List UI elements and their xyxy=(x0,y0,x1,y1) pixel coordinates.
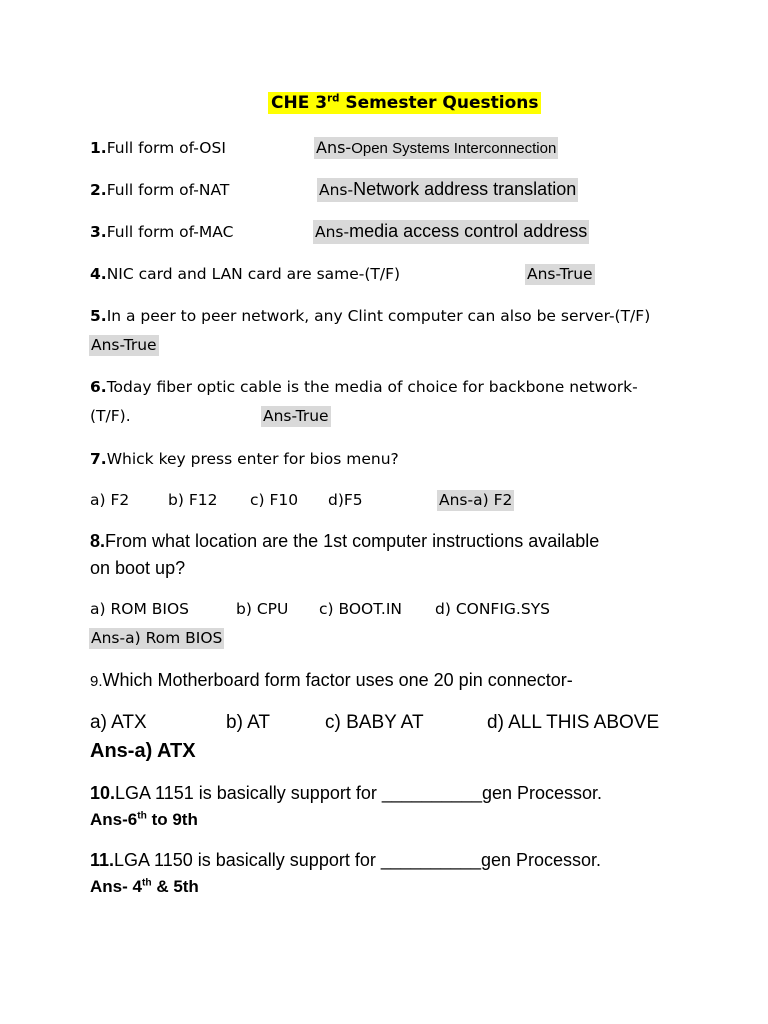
q9-option-d: d) ALL THIS ABOVE xyxy=(487,712,660,733)
q5-number: 5. xyxy=(90,307,107,325)
question-9 xyxy=(90,670,573,692)
q8-option-d: d) CONFIG.SYS xyxy=(435,600,551,618)
a11-part2: & 5th xyxy=(151,877,199,896)
a3-prefix: Ans- xyxy=(315,223,350,241)
q4-number: 4. xyxy=(90,265,107,283)
answer-1 xyxy=(314,137,558,159)
question-7 xyxy=(90,450,399,469)
a10-part1: Ans-6 xyxy=(90,810,138,829)
a1-text: Open Systems Interconnection xyxy=(351,140,557,157)
q11-text: LGA 1150 is basically support for __________gen Processor. xyxy=(114,850,602,870)
question-8 xyxy=(90,531,599,553)
answer-4: Ans-True xyxy=(527,265,593,283)
a10-part2: to 9th xyxy=(146,810,198,829)
question-8-line2: on boot up? xyxy=(90,558,186,578)
question-3 xyxy=(90,223,233,242)
q3-number: 3. xyxy=(90,223,107,241)
q9-option-c: c) BABY AT xyxy=(325,712,424,733)
q1-text: Full form of-OSI xyxy=(106,139,226,157)
question-10 xyxy=(90,783,602,805)
q4-text: NIC card and LAN card are same-(T/F) xyxy=(106,265,401,283)
q7-text: Whick key press enter for bios menu? xyxy=(106,450,399,468)
q9-text: Which Motherboard form factor uses one 20 pin connector- xyxy=(102,670,573,690)
q8-option-c: c) BOOT.IN xyxy=(319,600,402,618)
title-sup: rd xyxy=(327,93,340,105)
title-highlight xyxy=(268,92,541,114)
q7-option-d: d)F5 xyxy=(328,491,363,509)
title-main: CHE 3 xyxy=(271,93,328,113)
q9-number: 9. xyxy=(90,673,103,690)
q5-text: In a peer to peer network, any Clint computer can also be server-(T/F) xyxy=(106,307,651,325)
q2-text: Full form of-NAT xyxy=(106,181,230,199)
a10-sup: th xyxy=(137,810,147,822)
q9-option-b: b) AT xyxy=(226,712,270,733)
answer-11 xyxy=(90,877,199,897)
q7-option-a: a) F2 xyxy=(90,491,130,509)
question-6 xyxy=(90,378,638,397)
answer-7: Ans-a) F2 xyxy=(439,491,513,509)
question-4 xyxy=(90,265,400,284)
answer-9: Ans-a) ATX xyxy=(90,740,196,762)
question-5 xyxy=(90,307,650,326)
q9-option-a: a) ATX xyxy=(90,712,147,733)
q8-option-b: b) CPU xyxy=(236,600,289,618)
question-6-line2: (T/F). xyxy=(90,407,131,425)
question-1 xyxy=(90,139,226,158)
q3-text: Full form of-MAC xyxy=(106,223,234,241)
question-2 xyxy=(90,181,229,200)
q8-text: From what location are the 1st computer instructions available xyxy=(105,531,600,551)
q1-number: 1. xyxy=(90,139,107,157)
answer-8: Ans-a) Rom BIOS xyxy=(91,629,223,647)
a2-text: Network address translation xyxy=(353,179,577,199)
a1-prefix: Ans- xyxy=(316,138,352,157)
q11-number: 11. xyxy=(90,850,115,870)
q2-number: 2. xyxy=(90,181,107,199)
q6-text: Today fiber optic cable is the media of choice for backbone network- xyxy=(106,378,638,396)
q8-option-a: a) ROM BIOS xyxy=(90,600,189,618)
q7-option-b: b) F12 xyxy=(168,491,218,509)
a2-prefix: Ans- xyxy=(319,181,354,199)
question-11 xyxy=(90,850,601,872)
q6-number: 6. xyxy=(90,378,107,396)
q7-option-c: c) F10 xyxy=(250,491,299,509)
title-rest: Semester Questions xyxy=(339,93,539,113)
q10-number: 10. xyxy=(90,783,116,803)
answer-3 xyxy=(313,220,589,244)
answer-5: Ans-True xyxy=(91,336,157,354)
answer-10 xyxy=(90,810,198,830)
answer-6: Ans-True xyxy=(263,407,329,425)
page-title xyxy=(268,93,541,113)
a3-text: media access control address xyxy=(349,221,588,241)
a11-sup: th xyxy=(141,877,152,889)
a11-part1: Ans- 4 xyxy=(90,877,142,896)
q7-number: 7. xyxy=(90,450,107,468)
q10-text: LGA 1151 is basically support for __________gen Processor. xyxy=(115,783,603,803)
answer-2 xyxy=(317,178,578,202)
q8-number: 8. xyxy=(90,531,106,551)
